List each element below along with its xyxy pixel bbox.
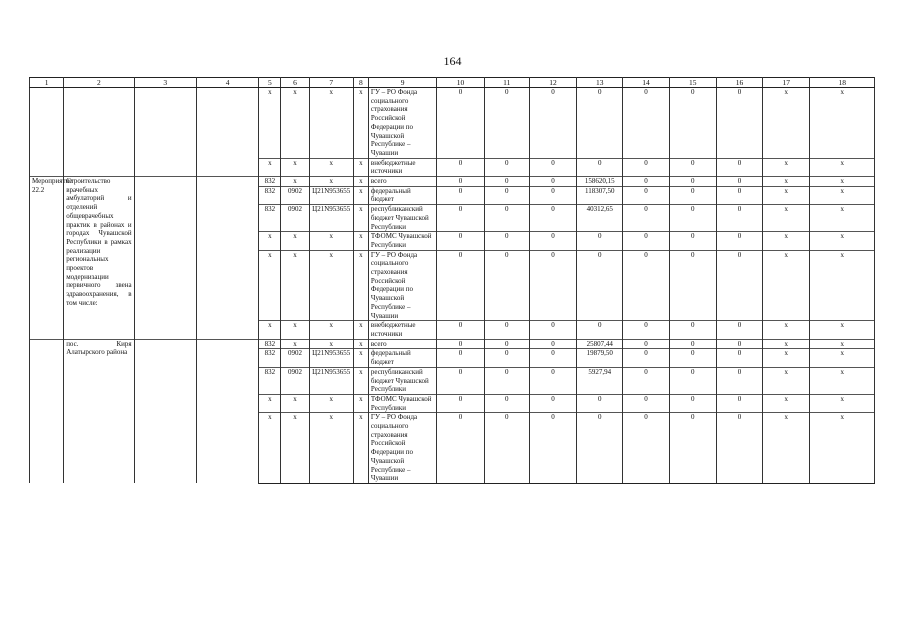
value-cell: x bbox=[309, 232, 353, 250]
value-cell: 0 bbox=[623, 349, 669, 367]
column-number-cell: 14 bbox=[623, 78, 669, 88]
value-cell: 0 bbox=[716, 205, 762, 232]
value-cell: Ц21N953655 bbox=[309, 349, 353, 367]
column-number-cell: 7 bbox=[309, 78, 353, 88]
value-cell: 0 bbox=[529, 158, 576, 176]
value-cell: x bbox=[353, 186, 368, 204]
column-number-cell: 10 bbox=[437, 78, 484, 88]
column-number-cell: 9 bbox=[368, 78, 436, 88]
value-cell: x bbox=[309, 394, 353, 412]
value-cell: 0 bbox=[529, 205, 576, 232]
value-cell: 832 bbox=[259, 339, 281, 349]
value-cell: x bbox=[810, 186, 875, 204]
value-cell: Ц21N953655 bbox=[309, 367, 353, 394]
value-cell: x bbox=[353, 250, 368, 321]
value-cell: 832 bbox=[259, 205, 281, 232]
value-cell: 0 bbox=[669, 205, 716, 232]
value-cell: 118307,50 bbox=[577, 186, 623, 204]
value-cell: x bbox=[763, 232, 810, 250]
value-cell: 0 bbox=[716, 232, 762, 250]
value-cell: 0 bbox=[716, 349, 762, 367]
value-cell: 40312,65 bbox=[577, 205, 623, 232]
value-cell: x bbox=[353, 367, 368, 394]
value-cell: 0 bbox=[577, 158, 623, 176]
value-cell: 0 bbox=[623, 232, 669, 250]
value-cell: x bbox=[810, 321, 875, 339]
funding-source-cell: ТФОМС Чувашской Республики bbox=[368, 394, 436, 412]
budget-table bbox=[29, 77, 875, 484]
value-cell: 0 bbox=[529, 88, 576, 159]
value-cell: x bbox=[353, 339, 368, 349]
value-cell: x bbox=[309, 158, 353, 176]
value-cell: 0 bbox=[577, 394, 623, 412]
value-cell: 0 bbox=[577, 250, 623, 321]
value-cell: 0 bbox=[623, 205, 669, 232]
value-cell: 0 bbox=[669, 177, 716, 187]
value-cell: x bbox=[763, 394, 810, 412]
value-cell: 0 bbox=[437, 339, 484, 349]
value-cell: 0902 bbox=[281, 349, 309, 367]
funding-source-cell: всего bbox=[368, 177, 436, 187]
measure-number-cell: Мероприятие 22.2 bbox=[30, 177, 64, 340]
funding-source-cell: всего bbox=[368, 339, 436, 349]
value-cell: x bbox=[763, 367, 810, 394]
measure-name-cell: Строительство врачебных амбулаторий и отделений общеврачебных практик в районах и городах Чувашской Республики в рамках реализации региональных проектов модернизации первичного звена здравоохранения, в том числе: bbox=[64, 177, 134, 340]
value-cell: x bbox=[763, 177, 810, 187]
value-cell: 0 bbox=[484, 339, 529, 349]
value-cell: x bbox=[353, 205, 368, 232]
value-cell: 0 bbox=[529, 394, 576, 412]
column-number-cell: 16 bbox=[716, 78, 762, 88]
value-cell: 0 bbox=[623, 367, 669, 394]
value-cell: 0 bbox=[669, 394, 716, 412]
table-row bbox=[30, 88, 875, 159]
value-cell: x bbox=[281, 339, 309, 349]
funding-source-cell: внебюджетные источники bbox=[368, 321, 436, 339]
value-cell: 0 bbox=[529, 339, 576, 349]
value-cell: x bbox=[810, 349, 875, 367]
value-cell: x bbox=[810, 339, 875, 349]
value-cell: 0 bbox=[716, 88, 762, 159]
value-cell: x bbox=[763, 349, 810, 367]
value-cell: 0 bbox=[716, 177, 762, 187]
value-cell: x bbox=[353, 413, 368, 484]
value-cell: x bbox=[810, 413, 875, 484]
value-cell: 0 bbox=[484, 88, 529, 159]
value-cell: 0 bbox=[623, 339, 669, 349]
value-cell: x bbox=[281, 394, 309, 412]
value-cell: 0 bbox=[437, 88, 484, 159]
value-cell: x bbox=[353, 321, 368, 339]
empty-cell bbox=[134, 177, 196, 340]
value-cell: 0 bbox=[437, 413, 484, 484]
column-number-cell: 17 bbox=[763, 78, 810, 88]
value-cell: 0 bbox=[437, 349, 484, 367]
value-cell: 0 bbox=[716, 186, 762, 204]
value-cell: x bbox=[763, 413, 810, 484]
value-cell: 0 bbox=[577, 88, 623, 159]
value-cell: 0 bbox=[623, 158, 669, 176]
value-cell: x bbox=[763, 321, 810, 339]
value-cell: x bbox=[763, 186, 810, 204]
value-cell: Ц21N953655 bbox=[309, 186, 353, 204]
value-cell: 0902 bbox=[281, 205, 309, 232]
column-number-cell: 8 bbox=[353, 78, 368, 88]
value-cell: x bbox=[353, 232, 368, 250]
value-cell: Ц21N953655 bbox=[309, 205, 353, 232]
column-number-cell: 11 bbox=[484, 78, 529, 88]
value-cell: 0 bbox=[484, 394, 529, 412]
value-cell: x bbox=[353, 158, 368, 176]
value-cell: x bbox=[309, 88, 353, 159]
value-cell: x bbox=[309, 177, 353, 187]
value-cell: 0 bbox=[623, 88, 669, 159]
column-number-cell: 6 bbox=[281, 78, 309, 88]
value-cell: 158620,15 bbox=[577, 177, 623, 187]
measure-name-cell: пос. Киря Алатырского района bbox=[64, 339, 134, 483]
value-cell: 832 bbox=[259, 367, 281, 394]
value-cell: x bbox=[763, 339, 810, 349]
value-cell: 0 bbox=[484, 250, 529, 321]
value-cell: x bbox=[259, 413, 281, 484]
value-cell: 0 bbox=[484, 321, 529, 339]
value-cell: x bbox=[763, 158, 810, 176]
value-cell: 0 bbox=[437, 250, 484, 321]
value-cell: 0 bbox=[669, 349, 716, 367]
value-cell: 0 bbox=[484, 205, 529, 232]
value-cell: x bbox=[309, 250, 353, 321]
value-cell: 25807,44 bbox=[577, 339, 623, 349]
value-cell: 0 bbox=[529, 413, 576, 484]
empty-cell bbox=[134, 339, 196, 483]
value-cell: x bbox=[309, 413, 353, 484]
value-cell: 0 bbox=[716, 394, 762, 412]
value-cell: x bbox=[309, 339, 353, 349]
value-cell: 0 bbox=[577, 321, 623, 339]
empty-cell bbox=[196, 177, 258, 340]
value-cell: 0 bbox=[623, 177, 669, 187]
value-cell: 0902 bbox=[281, 186, 309, 204]
value-cell: 0 bbox=[484, 158, 529, 176]
value-cell: x bbox=[810, 394, 875, 412]
value-cell: x bbox=[810, 158, 875, 176]
funding-source-cell: федеральный бюджет bbox=[368, 186, 436, 204]
column-number-cell: 12 bbox=[529, 78, 576, 88]
value-cell: 0 bbox=[437, 367, 484, 394]
value-cell: 0 bbox=[529, 250, 576, 321]
measure-number-cell bbox=[30, 88, 64, 177]
value-cell: 0 bbox=[623, 321, 669, 339]
value-cell: 0 bbox=[669, 158, 716, 176]
value-cell: 0 bbox=[437, 394, 484, 412]
value-cell: x bbox=[281, 88, 309, 159]
column-number-cell: 15 bbox=[669, 78, 716, 88]
table-row bbox=[30, 339, 875, 349]
column-number-cell: 4 bbox=[196, 78, 258, 88]
column-number-row bbox=[30, 78, 875, 88]
value-cell: 0 bbox=[623, 394, 669, 412]
value-cell: 0 bbox=[529, 321, 576, 339]
column-number-cell: 13 bbox=[577, 78, 623, 88]
value-cell: x bbox=[763, 250, 810, 321]
page-number: 164 bbox=[443, 54, 462, 68]
value-cell: 832 bbox=[259, 349, 281, 367]
value-cell: x bbox=[259, 321, 281, 339]
column-number-cell: 18 bbox=[810, 78, 875, 88]
value-cell: 0 bbox=[529, 232, 576, 250]
value-cell: x bbox=[810, 177, 875, 187]
value-cell: 0 bbox=[716, 413, 762, 484]
measure-number-cell bbox=[30, 339, 64, 483]
value-cell: 832 bbox=[259, 186, 281, 204]
value-cell: 0 bbox=[484, 177, 529, 187]
value-cell: 0 bbox=[484, 367, 529, 394]
value-cell: 5927,94 bbox=[577, 367, 623, 394]
value-cell: 0 bbox=[437, 232, 484, 250]
value-cell: x bbox=[281, 413, 309, 484]
value-cell: x bbox=[259, 394, 281, 412]
value-cell: x bbox=[810, 205, 875, 232]
funding-source-cell: республиканский бюджет Чувашской Республики bbox=[368, 205, 436, 232]
value-cell: 0 bbox=[484, 186, 529, 204]
value-cell: x bbox=[353, 88, 368, 159]
value-cell: 0 bbox=[484, 349, 529, 367]
value-cell: 0 bbox=[529, 349, 576, 367]
value-cell: 0 bbox=[529, 186, 576, 204]
value-cell: x bbox=[810, 367, 875, 394]
table-row bbox=[30, 177, 875, 187]
value-cell: x bbox=[281, 158, 309, 176]
funding-source-cell: ГУ – РО Фонда социального страхования Российской Федерации по Чувашской Республике – Чувашии bbox=[368, 250, 436, 321]
value-cell: x bbox=[281, 232, 309, 250]
value-cell: 0 bbox=[577, 232, 623, 250]
column-number-cell: 5 bbox=[259, 78, 281, 88]
value-cell: 0 bbox=[577, 413, 623, 484]
value-cell: 0 bbox=[669, 232, 716, 250]
value-cell: 832 bbox=[259, 177, 281, 187]
value-cell: 0902 bbox=[281, 367, 309, 394]
funding-source-cell: внебюджетные источники bbox=[368, 158, 436, 176]
value-cell: x bbox=[353, 349, 368, 367]
empty-cell bbox=[196, 88, 258, 177]
empty-cell bbox=[196, 339, 258, 483]
value-cell: x bbox=[353, 177, 368, 187]
funding-source-cell: ГУ – РО Фонда социального страхования Российской Федерации по Чувашской Республике – Чувашии bbox=[368, 88, 436, 159]
measure-name-cell bbox=[64, 88, 134, 177]
value-cell: x bbox=[763, 88, 810, 159]
value-cell: 0 bbox=[623, 250, 669, 321]
value-cell: 0 bbox=[716, 158, 762, 176]
value-cell: x bbox=[309, 321, 353, 339]
funding-source-cell: ТФОМС Чувашской Республики bbox=[368, 232, 436, 250]
value-cell: 0 bbox=[437, 205, 484, 232]
value-cell: 0 bbox=[437, 177, 484, 187]
value-cell: 0 bbox=[623, 186, 669, 204]
value-cell: 0 bbox=[529, 367, 576, 394]
table-body bbox=[30, 78, 875, 484]
value-cell: x bbox=[259, 158, 281, 176]
value-cell: 0 bbox=[669, 250, 716, 321]
value-cell: 0 bbox=[716, 321, 762, 339]
value-cell: 19879,50 bbox=[577, 349, 623, 367]
value-cell: 0 bbox=[437, 158, 484, 176]
value-cell: x bbox=[259, 250, 281, 321]
value-cell: x bbox=[353, 394, 368, 412]
value-cell: 0 bbox=[437, 186, 484, 204]
value-cell: 0 bbox=[669, 367, 716, 394]
value-cell: 0 bbox=[669, 186, 716, 204]
funding-source-cell: республиканский бюджет Чувашской Республики bbox=[368, 367, 436, 394]
value-cell: 0 bbox=[669, 339, 716, 349]
value-cell: x bbox=[810, 88, 875, 159]
value-cell: x bbox=[281, 321, 309, 339]
value-cell: 0 bbox=[623, 413, 669, 484]
value-cell: 0 bbox=[716, 250, 762, 321]
value-cell: 0 bbox=[484, 232, 529, 250]
value-cell: 0 bbox=[437, 321, 484, 339]
value-cell: x bbox=[259, 232, 281, 250]
column-number-cell: 2 bbox=[64, 78, 134, 88]
column-number-cell: 3 bbox=[134, 78, 196, 88]
funding-source-cell: федеральный бюджет bbox=[368, 349, 436, 367]
empty-cell bbox=[134, 88, 196, 177]
value-cell: x bbox=[281, 250, 309, 321]
funding-source-cell: ГУ – РО Фонда социального страхования Российской Федерации по Чувашской Республике – Чувашии bbox=[368, 413, 436, 484]
value-cell: x bbox=[763, 205, 810, 232]
column-number-cell: 1 bbox=[30, 78, 64, 88]
value-cell: 0 bbox=[529, 177, 576, 187]
value-cell: 0 bbox=[716, 339, 762, 349]
value-cell: 0 bbox=[669, 413, 716, 484]
value-cell: x bbox=[259, 88, 281, 159]
value-cell: 0 bbox=[716, 367, 762, 394]
value-cell: 0 bbox=[669, 321, 716, 339]
value-cell: x bbox=[810, 232, 875, 250]
value-cell: x bbox=[810, 250, 875, 321]
value-cell: x bbox=[281, 177, 309, 187]
value-cell: 0 bbox=[484, 413, 529, 484]
value-cell: 0 bbox=[669, 88, 716, 159]
